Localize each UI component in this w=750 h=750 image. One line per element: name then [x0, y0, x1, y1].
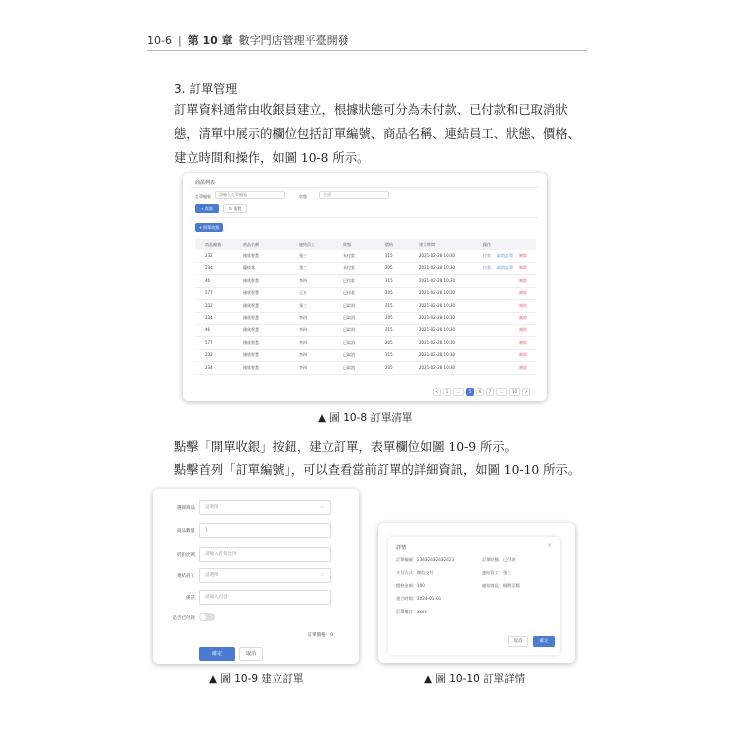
detail-field: 建立時間：2024-01-01 [396, 596, 442, 601]
delete-link[interactable]: 刪除 [519, 290, 527, 296]
table-cell: 315 [385, 352, 393, 358]
page-button[interactable]: ... [496, 388, 507, 396]
table-cell: 李四 [299, 315, 307, 320]
field-label: 商品數量 [177, 529, 195, 534]
detail-confirm-button[interactable]: 確定 [533, 636, 555, 647]
table-cell[interactable]: 234 [205, 265, 213, 271]
paragraph-create-order: 點擊「開單收銀」按鈕，建立訂單，表單欄位如圖 10-9 所示。 [174, 440, 517, 454]
order-number-input[interactable]: 請輸入訂單編號 [215, 191, 285, 199]
table-cell: 國欣智慧 [243, 339, 259, 345]
column-header: 狀態 [343, 242, 351, 247]
table-cell: 國欣智慧 [243, 364, 259, 370]
paragraph-order-detail: 點擊首列「訂單編號」，可以查看當前訂單的詳細資訊，如圖 10-10 所示。 [174, 463, 581, 477]
table-cell: 國欣智慧 [243, 253, 259, 258]
paid-label: 是否已付款 [172, 616, 195, 621]
search-button-label: 查詢 [204, 206, 213, 211]
delete-link[interactable]: 刪除 [519, 302, 527, 308]
column-header: 商品名稱 [243, 242, 259, 247]
table-cell: 2021-02-28 10:30 [419, 290, 456, 296]
page-number: 10-6 [147, 33, 172, 47]
detail-field: 連結商品：燒餅浮腸 [482, 583, 520, 588]
table-cell[interactable]: 232 [205, 253, 213, 258]
search-icon: ⌕ [201, 206, 205, 211]
delete-link[interactable]: 刪除 [519, 253, 527, 258]
table-cell: 王五 [299, 290, 307, 296]
detail-cancel-button[interactable]: 取消 [508, 636, 528, 647]
table-cell: 國欣智慧 [243, 302, 259, 308]
table-cell[interactable]: 46 [205, 327, 211, 333]
search-button[interactable] [195, 204, 219, 213]
column-header: 建立時間 [419, 242, 435, 247]
table-cell: 315 [385, 277, 393, 283]
page-button[interactable]: 5 [466, 388, 474, 396]
field-placeholder: 請輸入折扣比例 [205, 552, 237, 557]
table-cell[interactable]: 46 [205, 277, 211, 283]
field-label: 折扣比例 [177, 553, 195, 558]
section-title: 3. 訂單管理 [174, 82, 238, 96]
table-cell: 已取消 [343, 339, 355, 345]
table-cell[interactable]: 577 [205, 290, 213, 296]
confirm-button[interactable]: 確定 [199, 647, 235, 661]
caption-fig-10-10: ▲ 圖 10-10 訂單詳情 [424, 673, 526, 685]
detail-field: 訂單編號：23432432432423 [396, 557, 455, 562]
page-button[interactable]: < [433, 388, 441, 396]
delete-link[interactable]: 刪除 [519, 339, 527, 345]
table-cell[interactable]: 577 [205, 339, 213, 345]
table-cell: 2021-02-28 10:30 [419, 339, 456, 345]
paid-toggle[interactable] [199, 613, 215, 621]
filter-status-label: 狀態 [299, 194, 307, 199]
row-divider [195, 287, 536, 288]
filter-divider [191, 217, 539, 218]
delete-link[interactable]: 刪除 [519, 277, 527, 283]
order-total: 訂單價格：0 [307, 633, 333, 638]
column-header: 商品編號 [205, 242, 221, 247]
delete-link[interactable]: 刪除 [519, 315, 527, 320]
table-cell: 國欣智慧 [243, 277, 259, 283]
detail-dialog [388, 537, 560, 655]
figure-order-detail [378, 523, 575, 663]
detail-field: 連結員工：張三 [482, 570, 512, 575]
table-cell: 國欣智慧 [243, 352, 259, 358]
refresh-icon: ↻ [228, 206, 234, 211]
table-cell: 205 [385, 265, 393, 271]
table-cell: 李四 [299, 327, 307, 333]
table-cell: 國欣智慧 [243, 290, 259, 296]
field-label: 連結員工 [177, 574, 195, 579]
table-cell: 張三 [299, 253, 307, 258]
header-separator: | [177, 33, 182, 47]
table-cell: 已取消 [343, 315, 355, 320]
reset-button-label: 重置 [233, 206, 242, 211]
column-header: 價格 [385, 242, 393, 247]
table-cell: 李四 [299, 339, 307, 345]
select-field[interactable] [199, 568, 331, 583]
row-divider [195, 274, 536, 275]
chapter-title: 數字門店管理平臺開發 [238, 34, 349, 47]
pay-link[interactable]: 付款 [483, 265, 491, 271]
pay-link[interactable]: 付款 [483, 253, 491, 258]
running-header [147, 31, 587, 49]
status-select-value: 全部 [323, 192, 331, 197]
cancel-button[interactable]: 取消 [239, 647, 263, 661]
chapter-number: 第 10 章 [187, 34, 233, 47]
caption-fig-10-9: ▲ 圖 10-9 建立訂單 [209, 673, 304, 685]
field-placeholder: 請選擇 [205, 505, 219, 510]
table-cell: 205 [385, 315, 393, 320]
table-cell: 2021-02-28 10:30 [419, 302, 456, 308]
detail-field: 訂單備註：xxxx [396, 609, 427, 614]
title-divider [191, 187, 539, 188]
table-cell: 315 [385, 327, 393, 333]
page-button[interactable]: 6 [476, 388, 484, 396]
table-cell: 未付款 [343, 265, 355, 271]
table-cell: 國欣智慧 [243, 327, 259, 333]
filter-order-label: 訂單編號 [195, 194, 211, 199]
header-rule [147, 50, 587, 51]
table-cell[interactable]: 232 [205, 352, 213, 358]
row-divider [195, 349, 536, 350]
column-header: 連結員工 [299, 242, 315, 247]
table-cell: 2021-02-28 10:30 [419, 253, 456, 258]
field-placeholder: 請選擇 [205, 573, 219, 578]
detail-field: 價格金額：100 [396, 583, 425, 588]
cancel-order-link[interactable]: 取消訂單 [497, 265, 513, 271]
table-cell: 2021-02-28 10:30 [419, 315, 456, 320]
input-field[interactable] [199, 547, 331, 562]
input-field[interactable] [199, 590, 331, 605]
new-order-button[interactable]: + 開單收銀 [195, 223, 223, 232]
table-cell: 李四 [299, 352, 307, 358]
table-cell: 205 [385, 290, 393, 296]
table-cell: 2021-02-28 10:30 [419, 352, 456, 358]
cancel-order-link[interactable]: 取消訂單 [497, 253, 513, 258]
page-button[interactable]: > [522, 388, 530, 396]
field-placeholder: 1 [205, 528, 208, 533]
table-cell: 2021-02-28 10:30 [419, 327, 456, 333]
order-list-title: 商品列表 [195, 180, 216, 186]
figure-order-list [183, 173, 547, 401]
table-cell[interactable]: 234 [205, 364, 213, 370]
table-cell: 315 [385, 302, 393, 308]
table-cell: 李四 [299, 277, 307, 283]
field-label: 備註 [186, 596, 195, 601]
paragraph-order-management: 訂單資料通常由收銀員建立，根據狀態可分為未付款、已付款和已取消狀態，清單中展示的欄位包括訂單編號、商品名稱、連結員工、狀態、價格、建立時間和操作，如圖 10-8 所示。 [174, 103, 580, 165]
page-button[interactable]: 1 [443, 388, 451, 396]
table-cell: 優搖客 [243, 265, 255, 271]
delete-link[interactable]: 刪除 [519, 364, 527, 370]
table-cell: 李四 [299, 364, 307, 370]
select-field[interactable] [199, 500, 331, 515]
row-divider [195, 374, 536, 375]
row-divider [195, 312, 536, 313]
table-cell: 已取消 [343, 352, 355, 358]
row-divider [195, 336, 536, 337]
table-cell: 315 [385, 253, 393, 258]
table-cell: 已付款 [343, 277, 355, 283]
chevron-down-icon: ⌵ [320, 504, 324, 510]
table-cell[interactable]: 234 [205, 315, 213, 320]
table-cell: 已付款 [343, 290, 355, 296]
table-cell: 未付款 [343, 253, 355, 258]
table-cell: 205 [385, 339, 393, 345]
caption-fig-10-8: ▲ 圖 10-8 訂單清單 [318, 412, 413, 424]
row-divider [195, 262, 536, 263]
field-placeholder: 請輸入內容 [205, 595, 228, 600]
table-cell: 國欣智慧 [243, 315, 259, 320]
table-cell: 張三 [299, 265, 307, 271]
close-icon[interactable]: × [546, 542, 552, 549]
page-button[interactable]: 10 [509, 388, 520, 396]
table-cell[interactable]: 232 [205, 302, 213, 308]
table-cell: 2021-02-28 10:30 [419, 364, 456, 370]
table-cell: 205 [385, 364, 393, 370]
table-cell: 已取消 [343, 327, 355, 333]
page-button[interactable]: 7 [486, 388, 494, 396]
delete-link[interactable]: 刪除 [519, 352, 527, 358]
delete-link[interactable]: 刪除 [519, 265, 527, 271]
reset-button[interactable] [223, 204, 247, 213]
delete-link[interactable]: 刪除 [519, 327, 527, 333]
input-field[interactable] [199, 523, 331, 538]
table-cell: 2021-02-28 10:30 [419, 277, 456, 283]
row-divider [195, 324, 536, 325]
detail-field: 支付方式：微信支付 [396, 570, 434, 575]
page-button[interactable]: ... [453, 388, 464, 396]
detail-title: 詳情 [396, 545, 407, 551]
table-cell: 2021-02-28 10:30 [419, 265, 456, 271]
figure-create-order-form [153, 489, 359, 664]
field-label: 選擇商品 [177, 506, 195, 511]
status-select[interactable] [319, 191, 389, 199]
table-cell: 已取消 [343, 302, 355, 308]
column-header: 操作 [483, 242, 491, 247]
table-cell: 張三 [299, 302, 307, 308]
chevron-down-icon: ⌵ [320, 572, 324, 578]
detail-field: 訂單狀態：已付款 [482, 557, 516, 562]
row-divider [195, 361, 536, 362]
row-divider [195, 299, 536, 300]
table-cell: 已取消 [343, 364, 355, 370]
